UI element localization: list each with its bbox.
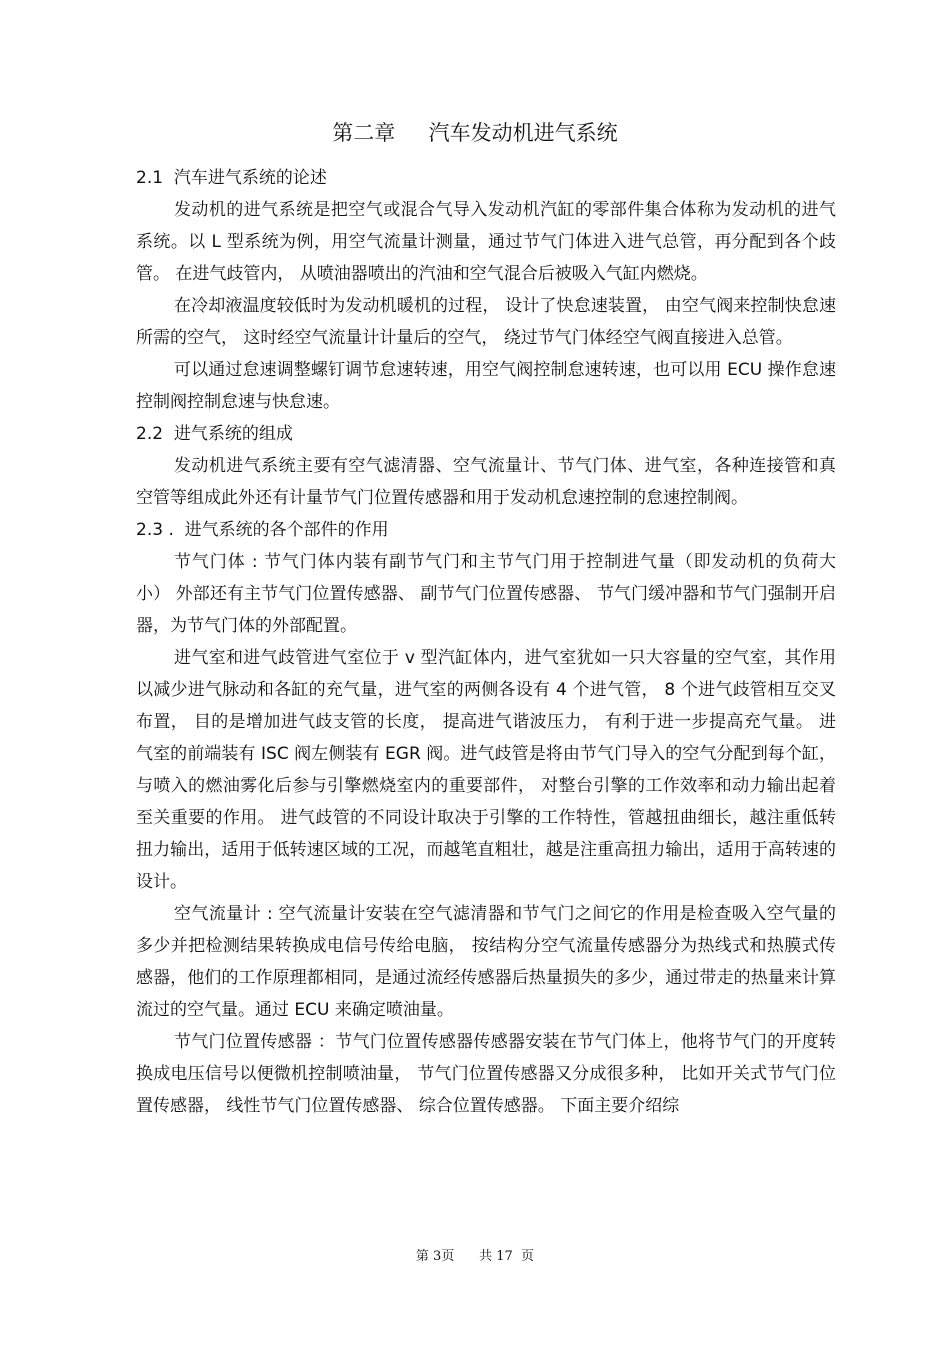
paragraph: 在冷却液温度较低时为发动机暖机的过程， 设计了快怠速装置， 由空气阀来控制快怠速所需的空气， 这时经空气流量计计量后的空气， 绕过节气门体经空气阀直接进入总管。 bbox=[136, 296, 836, 348]
section-2-3 bbox=[136, 514, 836, 1122]
chapter-title: 第二章 汽车发动机进气系统 bbox=[332, 121, 618, 145]
section-heading: 2.1 汽车进气系统的论述 bbox=[136, 168, 327, 188]
paragraph: 进气室和进气歧管进气室位于 v 型汽缸体内，进气室犹如一只大容量的空气室，其作用以减少进气脉动和各缸的充气量，进气室的两侧各设有 4 个进气管， 8 个进气歧管相互交叉布置， 目的是增加进气歧支管的长度， 提高进气谐波压力， 有利于进一步提高充气量。 进气室的前端装有 ISC 阀左侧装有 EGR 阀。进气歧管是将由节气门导入的空气分配到每个缸， 与喷入的燃油雾化后参与引擎燃烧室内的重要部件， 对整台引擎的工作效率和动力输出起着至关重要的作用。 进气歧管的不同设计取决于引擎的工作特性，管越扭曲细长，越注重低转扭力输出，适用于低转速区域的工况，而越笔直粗壮，越是注重高扭力输出，适用于高转速的设计。 bbox=[136, 648, 836, 892]
paragraph: 发动机进气系统主要有空气滤清器、空气流量计、节气门体、进气室，各种连接管和真空管等组成此外还有计量节气门位置传感器和用于发动机怠速控制的怠速控制阀。 bbox=[136, 456, 836, 508]
section-2-2 bbox=[136, 418, 836, 514]
paragraph: 可以通过怠速调整螺钉调节怠速转速，用空气阀控制怠速转速，也可以用 ECU 操作怠速控制阀控制怠速与快怠速。 bbox=[136, 360, 836, 412]
paragraph: 节气门位置传感器 ：节气门位置传感器传感器安装在节气门体上，他将节气门的开度转换成电压信号以便微机控制喷油量， 节气门位置传感器又分成很多种， 比如开关式节气门位置传感器， 线性节气门位置传感器、 综合位置传感器。 下面主要介绍综 bbox=[136, 1032, 836, 1116]
body-text bbox=[136, 162, 836, 1122]
paragraph: 发动机的进气系统是把空气或混合气导入发动机汽缸的零部件集合体称为发动机的进气系统。以 L 型系统为例，用空气流量计测量，通过节气门体进入进气总管，再分配到各个歧管。 在进气歧管内， 从喷油器喷出的汽油和空气混合后被吸入气缸内燃烧。 bbox=[136, 200, 836, 284]
page-footer: 第 3页 共 17 页 bbox=[415, 1249, 535, 1264]
section-heading: 2.2 进气系统的组成 bbox=[136, 424, 293, 444]
paragraph: 空气流量计 : 空气流量计安装在空气滤清器和节气门之间它的作用是检查吸入空气量的多少并把检测结果转换成电信号传给电脑， 按结构分空气流量传感器分为热线式和热膜式传感器，他们的工作原理都相同，是通过流经传感器后热量损失的多少，通过带走的热量来计算流过的空气量。通过 ECU 来确定喷油量。 bbox=[136, 904, 836, 1020]
paragraph: 节气门体 : 节气门体内装有副节气门和主节气门用于控制进气量（即发动机的负荷大小） 外部还有主节气门位置传感器、 副节气门位置传感器、 节气门缓冲器和节气门强制开启器，为节气门体的外部配置。 bbox=[136, 552, 836, 636]
section-heading: 2.3 . 进气系统的各个部件的作用 bbox=[136, 520, 389, 540]
section-2-1 bbox=[136, 162, 836, 418]
